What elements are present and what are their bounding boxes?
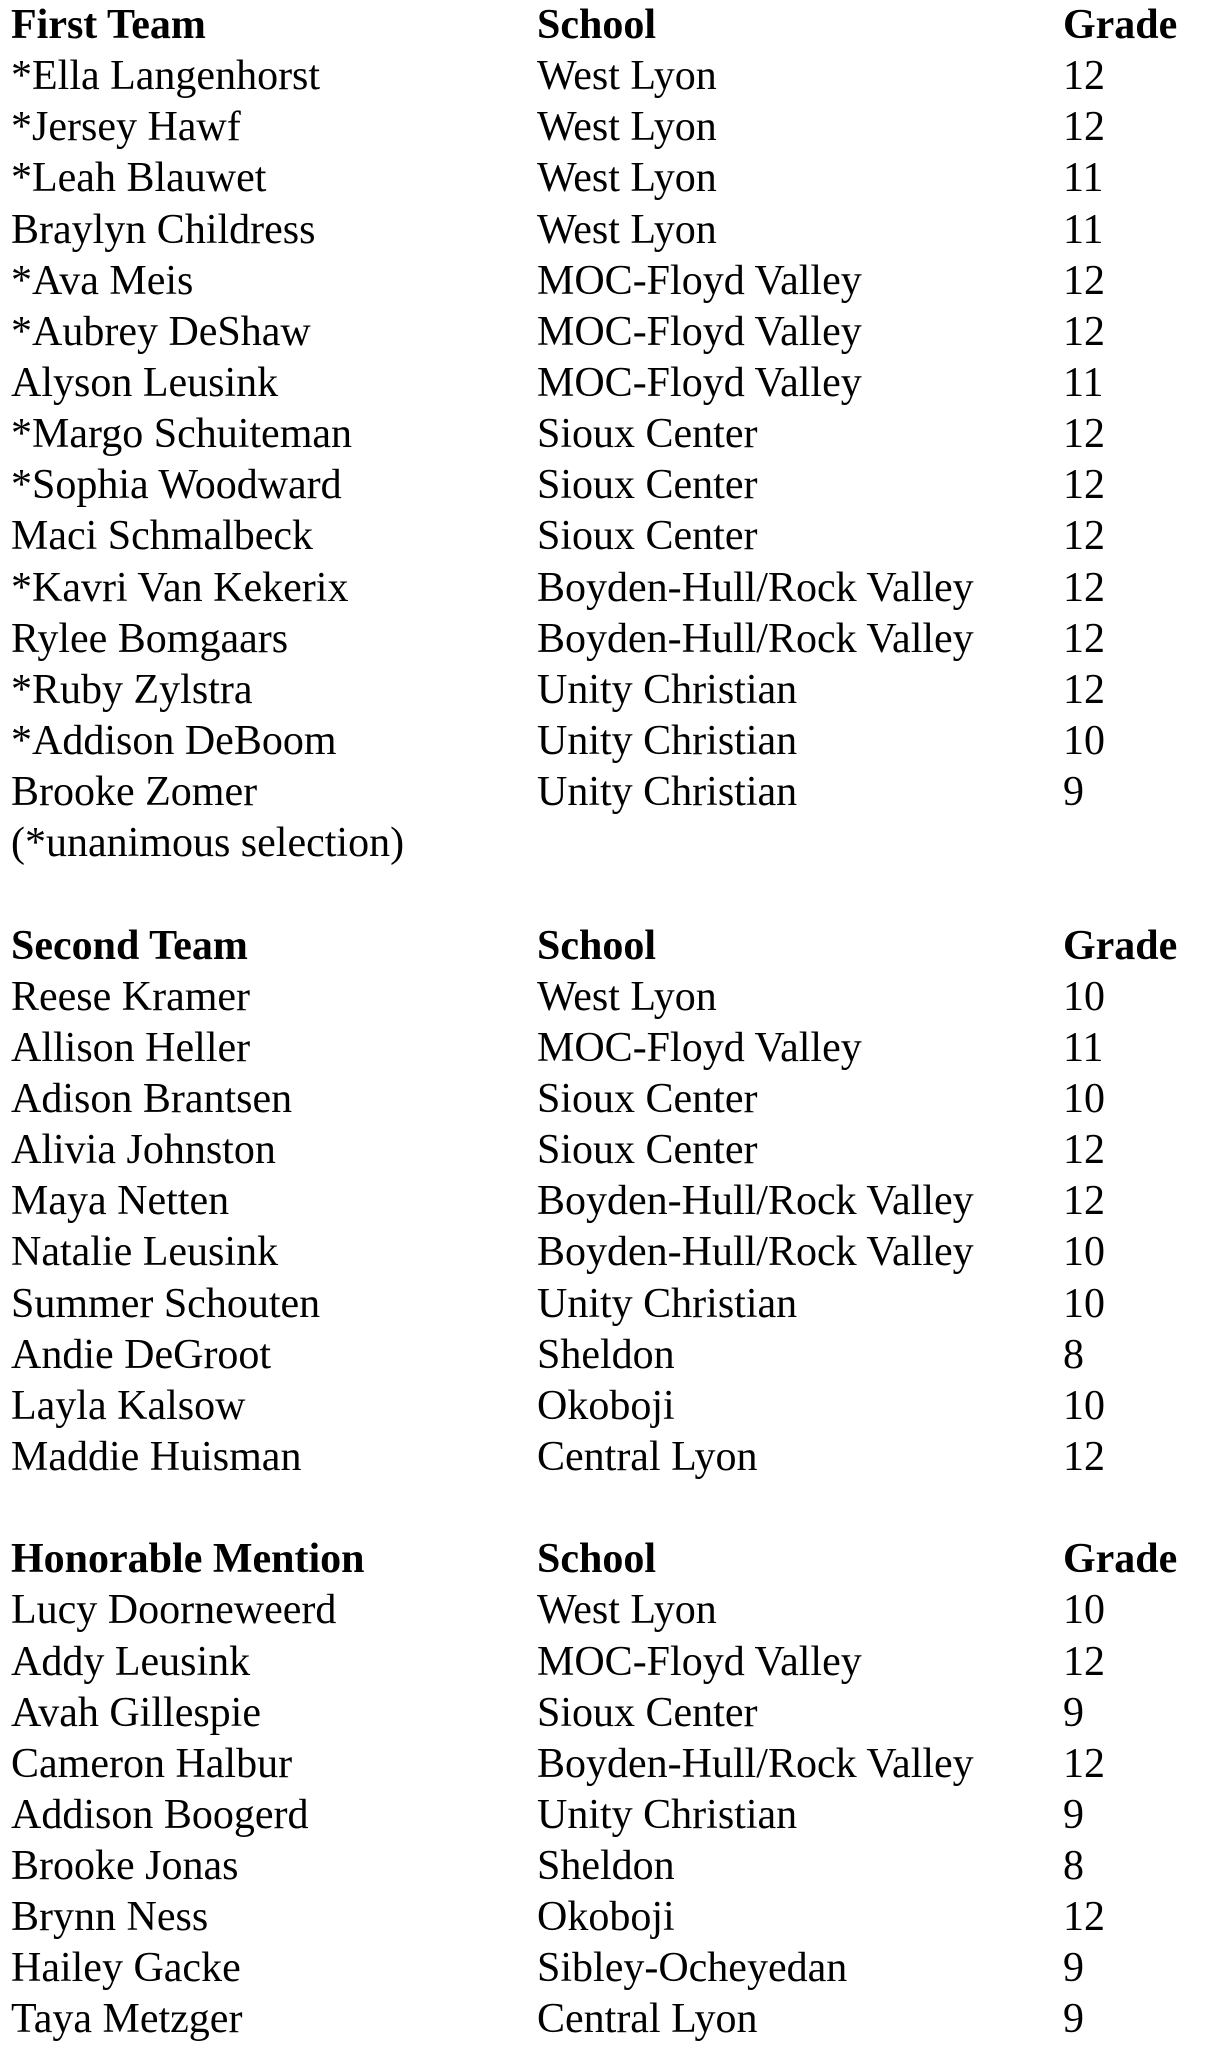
player-grade: 10 [1063, 1075, 1105, 1122]
player-school: Sioux Center [537, 513, 758, 560]
player-school: Sioux Center [537, 462, 758, 509]
player-name: Braylyn Childress [11, 206, 316, 253]
player-grade: 12 [1063, 1740, 1105, 1787]
player-name: Adison Brantsen [11, 1075, 293, 1122]
player-school: Boyden-Hull/Rock Valley [537, 1178, 974, 1225]
player-school: Central Lyon [537, 1996, 758, 2043]
player-row [0, 1074, 1212, 1125]
school-column-header: School [537, 1536, 657, 1583]
player-name: Hailey Gacke [11, 1945, 241, 1992]
player-school: Unity Christian [537, 717, 798, 764]
player-row [0, 1432, 1212, 1483]
player-school: Sibley-Ocheyedan [537, 1945, 848, 1992]
player-grade: 11 [1063, 359, 1104, 406]
player-row [0, 1381, 1212, 1432]
player-row [0, 1227, 1212, 1278]
player-school: Okoboji [537, 1382, 675, 1429]
player-grade: 11 [1063, 1024, 1104, 1071]
player-school: Sioux Center [537, 411, 758, 458]
player-row [0, 767, 1212, 818]
player-row [0, 1841, 1212, 1892]
player-grade: 12 [1063, 257, 1105, 304]
player-name: Andie DeGroot [11, 1331, 272, 1378]
player-name: Natalie Leusink [11, 1229, 279, 1276]
player-row [0, 665, 1212, 716]
player-row [0, 1892, 1212, 1943]
player-school: MOC-Floyd Valley [537, 1024, 862, 1071]
player-name: Rylee Bomgaars [11, 615, 289, 662]
player-name: Avah Gillespie [11, 1689, 261, 1736]
grade-column-header: Grade [1063, 1536, 1178, 1583]
player-row [0, 1330, 1212, 1381]
player-school: MOC-Floyd Valley [537, 1638, 862, 1685]
player-row [0, 102, 1212, 153]
player-grade: 11 [1063, 206, 1104, 253]
player-name: Brooke Zomer [11, 769, 258, 816]
school-column-header: School [537, 922, 657, 969]
player-name: Alyson Leusink [11, 359, 279, 406]
player-grade: 10 [1063, 1229, 1105, 1276]
section-title: Honorable Mention [11, 1536, 365, 1583]
player-row [0, 409, 1212, 460]
player-school: West Lyon [537, 53, 717, 100]
player-grade: 12 [1063, 1127, 1105, 1174]
player-name: Summer Schouten [11, 1280, 321, 1327]
player-name: *Kavri Van Kekerix [11, 564, 349, 611]
section-spacer [0, 869, 1212, 920]
player-school: West Lyon [537, 973, 717, 1020]
player-row [0, 1125, 1212, 1176]
player-row [0, 256, 1212, 307]
player-grade: 12 [1063, 666, 1105, 713]
player-row [0, 511, 1212, 562]
player-name: *Ava Meis [11, 257, 194, 304]
player-name: *Leah Blauwet [11, 155, 267, 202]
player-grade: 12 [1063, 1433, 1105, 1480]
player-grade: 12 [1063, 1894, 1105, 1941]
player-grade: 12 [1063, 513, 1105, 560]
player-grade: 12 [1063, 1638, 1105, 1685]
player-grade: 9 [1063, 769, 1084, 816]
player-school: Unity Christian [537, 1280, 798, 1327]
player-school: MOC-Floyd Valley [537, 308, 862, 355]
player-grade: 10 [1063, 1280, 1105, 1327]
player-name: Layla Kalsow [11, 1382, 246, 1429]
player-school: Sioux Center [537, 1689, 758, 1736]
player-grade: 9 [1063, 1945, 1084, 1992]
player-row [0, 1790, 1212, 1841]
player-school: West Lyon [537, 104, 717, 151]
school-column-header: School [537, 2, 657, 48]
player-grade: 10 [1063, 973, 1105, 1020]
player-name: *Ruby Zylstra [11, 666, 253, 713]
player-row [0, 1279, 1212, 1330]
player-school: Sheldon [537, 1843, 675, 1890]
player-row [0, 307, 1212, 358]
player-row [0, 153, 1212, 204]
player-school: Unity Christian [537, 1791, 798, 1838]
player-school: West Lyon [537, 155, 717, 202]
player-name: *Jersey Hawf [11, 104, 241, 151]
player-school: MOC-Floyd Valley [537, 359, 862, 406]
player-school: Boyden-Hull/Rock Valley [537, 564, 974, 611]
player-school: Unity Christian [537, 666, 798, 713]
section-spacer [0, 1483, 1212, 1534]
player-name: Taya Metzger [11, 1996, 243, 2043]
player-school: Boyden-Hull/Rock Valley [537, 1740, 974, 1787]
player-grade: 12 [1063, 462, 1105, 509]
player-name: Addison Boogerd [11, 1791, 309, 1838]
player-grade: 8 [1063, 1331, 1084, 1378]
second-team-header-row [0, 921, 1212, 972]
player-name: Lucy Doorneweerd [11, 1587, 337, 1634]
first-team-header-row [0, 0, 1212, 51]
player-name: Alivia Johnston [11, 1127, 276, 1174]
player-grade: 10 [1063, 1382, 1105, 1429]
player-grade: 12 [1063, 1178, 1105, 1225]
player-row [0, 205, 1212, 256]
player-row [0, 1739, 1212, 1790]
player-school: West Lyon [537, 1587, 717, 1634]
player-name: *Sophia Woodward [11, 462, 342, 509]
player-row [0, 1994, 1212, 2045]
player-grade: 8 [1063, 1843, 1084, 1890]
player-name: Brynn Ness [11, 1894, 209, 1941]
unanimous-note: (*unanimous selection) [11, 820, 405, 867]
player-name: Allison Heller [11, 1024, 251, 1071]
player-name: *Margo Schuiteman [11, 411, 353, 458]
player-school: Sheldon [537, 1331, 675, 1378]
player-row [0, 614, 1212, 665]
player-school: West Lyon [537, 206, 717, 253]
player-name: *Addison DeBoom [11, 717, 337, 764]
player-school: Sioux Center [537, 1075, 758, 1122]
player-grade: 9 [1063, 1996, 1084, 2043]
player-grade: 9 [1063, 1689, 1084, 1736]
honorable-mention-header-row [0, 1534, 1212, 1585]
player-grade: 12 [1063, 308, 1105, 355]
player-grade: 10 [1063, 717, 1105, 764]
player-grade: 12 [1063, 564, 1105, 611]
player-name: *Aubrey DeShaw [11, 308, 311, 355]
player-name: Addy Leusink [11, 1638, 251, 1685]
player-school: Unity Christian [537, 769, 798, 816]
player-row [0, 1023, 1212, 1074]
player-name: Cameron Halbur [11, 1740, 293, 1787]
player-school: MOC-Floyd Valley [537, 257, 862, 304]
player-row [0, 51, 1212, 102]
grade-column-header: Grade [1063, 922, 1178, 969]
player-grade: 12 [1063, 615, 1105, 662]
player-school: Okoboji [537, 1894, 675, 1941]
player-grade: 9 [1063, 1791, 1084, 1838]
player-name: Maci Schmalbeck [11, 513, 314, 560]
player-row [0, 1688, 1212, 1739]
player-grade: 10 [1063, 1587, 1105, 1634]
player-row [0, 972, 1212, 1023]
player-school: Central Lyon [537, 1433, 758, 1480]
player-name: Reese Kramer [11, 973, 251, 1020]
player-row [0, 716, 1212, 767]
player-grade: 11 [1063, 155, 1104, 202]
player-school: Boyden-Hull/Rock Valley [537, 615, 974, 662]
grade-column-header: Grade [1063, 2, 1178, 48]
player-row [0, 358, 1212, 409]
player-grade: 12 [1063, 104, 1105, 151]
player-grade: 12 [1063, 411, 1105, 458]
player-row [0, 1176, 1212, 1227]
player-school: Boyden-Hull/Rock Valley [537, 1229, 974, 1276]
section-title: Second Team [11, 922, 248, 969]
player-name: Brooke Jonas [11, 1843, 239, 1890]
player-row [0, 1943, 1212, 1994]
player-name: *Ella Langenhorst [11, 53, 321, 100]
player-name: Maya Netten [11, 1178, 230, 1225]
player-school: Sioux Center [537, 1127, 758, 1174]
player-grade: 12 [1063, 53, 1105, 100]
player-row [0, 563, 1212, 614]
player-row [0, 1637, 1212, 1688]
player-name: Maddie Huisman [11, 1433, 302, 1480]
player-row [0, 1585, 1212, 1636]
player-row [0, 460, 1212, 511]
section-title: First Team [11, 2, 206, 48]
